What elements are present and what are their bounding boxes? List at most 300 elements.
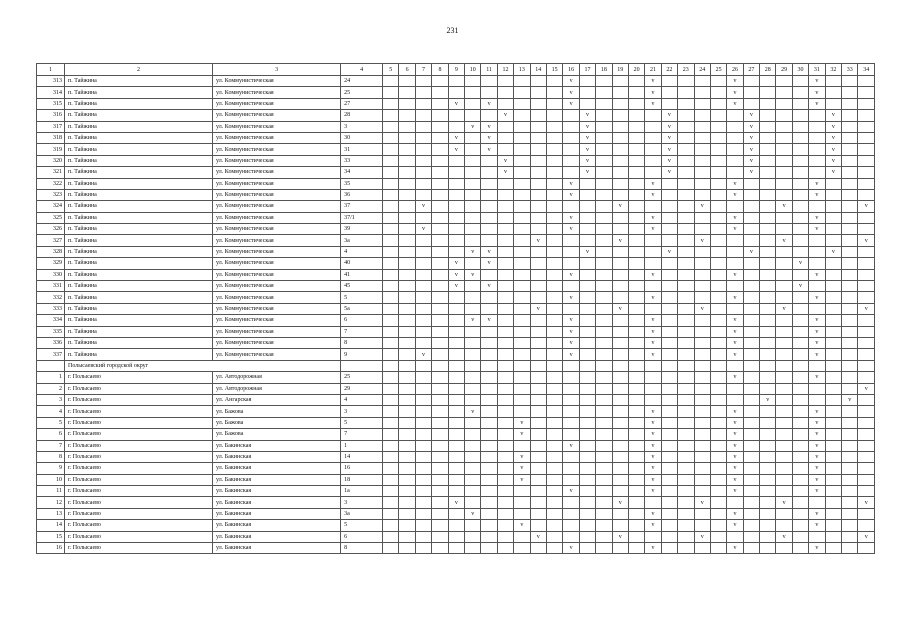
mark-cell [465,474,481,485]
check-mark: v [645,451,661,462]
mark-cell [432,451,448,462]
table-row [37,394,875,405]
check-mark: v [825,110,841,121]
mark-cell [497,235,513,246]
column-header: 14 [530,64,546,76]
check-mark: v [809,269,825,280]
mark-cell [530,394,546,405]
mark-cell [448,429,464,440]
mark-cell [628,315,644,326]
mark-cell [776,76,792,87]
row-number: 320 [37,155,65,166]
mark-cell [497,372,513,383]
mark-cell [415,497,431,508]
mark-cell [497,98,513,109]
check-mark: v [579,167,595,178]
mark-cell [563,360,579,371]
mark-cell [776,372,792,383]
street: ул. Коммунистическая [213,326,341,337]
mark-cell [842,531,858,542]
check-mark: v [727,292,743,303]
mark-cell [497,417,513,428]
mark-cell [776,429,792,440]
mark-cell [530,201,546,212]
mark-cell [497,520,513,531]
check-mark: v [612,497,628,508]
mark-cell [432,429,448,440]
check-mark: v [645,337,661,348]
mark-cell [776,212,792,223]
row-number: 1 [37,372,65,383]
mark-cell [497,531,513,542]
locality: г. Полысаево [65,451,213,462]
mark-cell [596,315,612,326]
check-mark: v [760,394,776,405]
mark-cell [481,167,497,178]
mark-cell [776,543,792,554]
check-mark: v [858,235,875,246]
mark-cell [596,292,612,303]
mark-cell [661,531,677,542]
locality: п. Тайжина [65,121,213,132]
mark-cell [825,326,841,337]
mark-cell [596,224,612,235]
column-header: 11 [481,64,497,76]
mark-cell [383,372,399,383]
mark-cell [842,87,858,98]
mark-cell [432,155,448,166]
mark-cell [612,76,628,87]
mark-cell [792,417,808,428]
mark-cell [415,360,431,371]
table-row [37,497,875,508]
mark-cell [432,326,448,337]
column-header: 4 [341,64,383,76]
mark-cell [399,167,415,178]
mark-cell [628,76,644,87]
mark-cell [579,349,595,360]
mark-cell [760,201,776,212]
mark-cell [481,224,497,235]
mark-cell [809,258,825,269]
locality: п. Тайжина [65,212,213,223]
table-row [37,303,875,314]
mark-cell [694,486,710,497]
mark-cell [415,292,431,303]
mark-cell [710,144,726,155]
mark-cell [612,189,628,200]
check-mark: v [645,326,661,337]
mark-cell [596,486,612,497]
mark-cell [448,349,464,360]
mark-cell [792,440,808,451]
locality: п. Тайжина [65,167,213,178]
mark-cell [481,269,497,280]
mark-cell [743,360,759,371]
mark-cell [579,440,595,451]
mark-cell [546,337,562,348]
house-number: 28 [341,110,383,121]
mark-cell [628,98,644,109]
mark-cell [514,337,530,348]
mark-cell [628,486,644,497]
mark-cell [514,326,530,337]
mark-cell [530,326,546,337]
mark-cell [710,543,726,554]
mark-cell [645,144,661,155]
street: ул. Коммунистическая [213,292,341,303]
row-number: 7 [37,440,65,451]
mark-cell [415,76,431,87]
mark-cell [858,474,875,485]
mark-cell [825,360,841,371]
mark-cell [743,531,759,542]
mark-cell [481,394,497,405]
mark-cell [825,508,841,519]
mark-cell [743,212,759,223]
table-row [37,246,875,257]
mark-cell [825,497,841,508]
mark-cell [579,429,595,440]
mark-cell [448,224,464,235]
mark-cell [514,144,530,155]
mark-cell [399,383,415,394]
mark-cell [792,486,808,497]
mark-cell [399,543,415,554]
mark-cell [579,451,595,462]
mark-cell [383,155,399,166]
check-mark: v [579,155,595,166]
mark-cell [383,326,399,337]
mark-cell [678,531,694,542]
check-mark: v [530,531,546,542]
locality: г. Полысаево [65,417,213,428]
mark-cell [760,360,776,371]
mark-cell [448,76,464,87]
mark-cell [694,508,710,519]
house-number: 37/1 [341,212,383,223]
check-mark: v [809,463,825,474]
mark-cell [760,303,776,314]
mark-cell [710,531,726,542]
mark-cell [399,224,415,235]
check-mark: v [579,144,595,155]
mark-cell [432,315,448,326]
mark-cell [432,121,448,132]
row-number: 318 [37,132,65,143]
check-mark: v [645,417,661,428]
row-number: 330 [37,269,65,280]
mark-cell [514,132,530,143]
mark-cell [760,235,776,246]
check-mark: v [809,429,825,440]
mark-cell [579,508,595,519]
row-number: 331 [37,281,65,292]
check-mark: v [465,121,481,132]
mark-cell [694,383,710,394]
street: ул. Ангарская [213,394,341,405]
mark-cell [481,383,497,394]
mark-cell [776,486,792,497]
locality: п. Тайжина [65,201,213,212]
house-number: 3 [341,406,383,417]
mark-cell [497,406,513,417]
mark-cell [678,451,694,462]
row-number: 13 [37,508,65,519]
mark-cell [481,474,497,485]
mark-cell [842,440,858,451]
column-header: 3 [213,64,341,76]
mark-cell [546,349,562,360]
mark-cell [415,144,431,155]
check-mark: v [481,144,497,155]
check-mark: v [448,144,464,155]
mark-cell [760,349,776,360]
mark-cell [776,189,792,200]
mark-cell [858,246,875,257]
mark-cell [842,520,858,531]
mark-cell [760,474,776,485]
mark-cell [727,155,743,166]
mark-cell [678,98,694,109]
mark-cell [678,110,694,121]
mark-cell [694,189,710,200]
mark-cell [514,189,530,200]
mark-cell [448,212,464,223]
mark-cell [825,224,841,235]
mark-cell [743,76,759,87]
mark-cell [563,429,579,440]
column-header: 16 [563,64,579,76]
check-mark: v [448,281,464,292]
mark-cell [628,189,644,200]
mark-cell [514,531,530,542]
mark-cell [546,235,562,246]
locality: г. Полысаево [65,372,213,383]
mark-cell [546,132,562,143]
table-row [37,474,875,485]
mark-cell [497,292,513,303]
mark-cell [792,451,808,462]
mark-cell [612,463,628,474]
mark-cell [645,132,661,143]
mark-cell [465,76,481,87]
mark-cell [530,189,546,200]
mark-cell [448,486,464,497]
mark-cell [399,394,415,405]
mark-cell [743,224,759,235]
mark-cell [710,98,726,109]
mark-cell [383,406,399,417]
mark-cell [661,326,677,337]
mark-cell [710,281,726,292]
mark-cell [661,520,677,531]
row-number: 334 [37,315,65,326]
mark-cell [415,372,431,383]
check-mark: v [743,132,759,143]
mark-cell [546,246,562,257]
mark-cell [645,531,661,542]
mark-cell [530,429,546,440]
mark-cell [399,292,415,303]
mark-cell [596,440,612,451]
check-mark: v [481,281,497,292]
mark-cell [399,474,415,485]
mark-cell [645,167,661,178]
mark-cell [432,178,448,189]
mark-cell [710,463,726,474]
street: ул. Бакинская [213,474,341,485]
mark-cell [825,372,841,383]
mark-cell [645,303,661,314]
mark-cell [710,520,726,531]
mark-cell [678,394,694,405]
mark-cell [432,303,448,314]
check-mark: v [825,144,841,155]
mark-cell [776,269,792,280]
mark-cell [825,337,841,348]
mark-cell [792,497,808,508]
mark-cell [809,281,825,292]
mark-cell [776,155,792,166]
mark-cell [432,281,448,292]
check-mark: v [530,303,546,314]
mark-cell [628,292,644,303]
mark-cell [514,269,530,280]
mark-cell [415,258,431,269]
mark-cell [514,281,530,292]
mark-cell [596,155,612,166]
check-mark: v [645,520,661,531]
mark-cell [842,235,858,246]
street: ул. Коммунистическая [213,76,341,87]
mark-cell [596,281,612,292]
mark-cell [628,132,644,143]
check-mark: v [858,531,875,542]
mark-cell [710,178,726,189]
mark-cell [678,132,694,143]
check-mark: v [579,132,595,143]
mark-cell [678,360,694,371]
check-mark: v [497,110,513,121]
mark-cell [432,486,448,497]
mark-cell [661,212,677,223]
mark-cell [743,326,759,337]
mark-cell [678,520,694,531]
mark-cell [842,76,858,87]
mark-cell [432,497,448,508]
row-number: 332 [37,292,65,303]
street: ул. Бакинская [213,486,341,497]
mark-cell [743,451,759,462]
check-mark: v [448,132,464,143]
mark-cell [546,543,562,554]
mark-cell [465,394,481,405]
check-mark: v [645,429,661,440]
check-mark: v [563,315,579,326]
mark-cell [842,486,858,497]
mark-cell [530,246,546,257]
mark-cell [399,201,415,212]
mark-cell [530,463,546,474]
mark-cell [628,303,644,314]
check-mark: v [465,315,481,326]
mark-cell [530,110,546,121]
mark-cell [481,372,497,383]
mark-cell [481,212,497,223]
mark-cell [760,281,776,292]
mark-cell [399,235,415,246]
table-row [37,132,875,143]
mark-cell [678,508,694,519]
mark-cell [612,520,628,531]
mark-cell [825,383,841,394]
mark-cell [628,281,644,292]
mark-cell [858,326,875,337]
mark-cell [415,508,431,519]
mark-cell [792,292,808,303]
mark-cell [694,121,710,132]
mark-cell [809,121,825,132]
table-row [37,349,875,360]
mark-cell [858,258,875,269]
check-mark: v [563,326,579,337]
check-mark: v [579,121,595,132]
locality: п. Тайжина [65,224,213,235]
mark-cell [383,201,399,212]
mark-cell [563,144,579,155]
check-mark: v [825,121,841,132]
street: ул. Бажова [213,429,341,440]
mark-cell [383,281,399,292]
check-mark: v [563,87,579,98]
mark-cell [530,337,546,348]
mark-cell [727,383,743,394]
mark-cell [546,87,562,98]
mark-cell [760,383,776,394]
mark-cell [760,520,776,531]
mark-cell [530,212,546,223]
mark-cell [776,326,792,337]
table-row [37,201,875,212]
mark-cell [842,98,858,109]
mark-cell [596,189,612,200]
mark-cell [579,520,595,531]
house-number: 35 [341,178,383,189]
street: ул. Бакинская [213,508,341,519]
mark-cell [760,269,776,280]
mark-cell [383,303,399,314]
check-mark: v [825,246,841,257]
check-mark: v [727,451,743,462]
mark-cell [514,246,530,257]
mark-cell [383,224,399,235]
mark-cell [743,486,759,497]
locality: п. Тайжина [65,315,213,326]
mark-cell [579,269,595,280]
mark-cell [497,121,513,132]
mark-cell [710,224,726,235]
mark-cell [760,315,776,326]
mark-cell [497,269,513,280]
check-mark: v [612,531,628,542]
mark-cell [645,121,661,132]
check-mark: v [563,543,579,554]
mark-cell [383,98,399,109]
street: ул. Коммунистическая [213,235,341,246]
mark-cell [596,110,612,121]
locality: п. Тайжина [65,281,213,292]
